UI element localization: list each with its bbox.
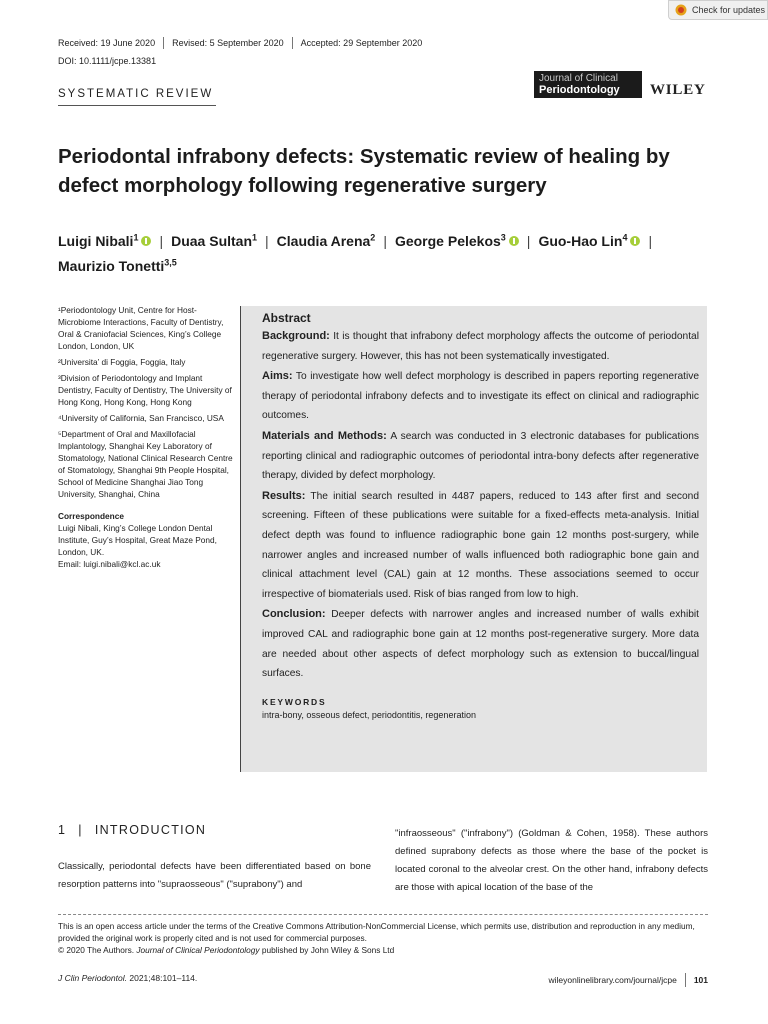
update-badge-icon [675,4,687,16]
journal-abbreviation: J Clin Periodontol. [58,973,127,983]
divider: | [526,232,531,249]
footnote-rule [58,914,708,915]
citation-details: 2021;48:101–114. [129,973,198,983]
affiliation: ⁴University of California, San Francisco, USA [58,413,224,423]
abstract-methods: Materials and Methods: A search was conducted in 3 electronic databases for publications reporting clinical and radiographic outcomes of periodontal intra-bony defects after regenerative therapy, divided by defect morphology. [262,429,699,482]
abstract-heading: Abstract [262,311,311,325]
orcid-icon[interactable] [630,236,640,246]
journal-url[interactable]: wileyonlinelibrary.com/journal/jcpe [548,975,677,985]
correspondence-email[interactable]: Email: luigi.nibali@kcl.ac.uk [58,559,161,569]
affiliation: ⁵Department of Oral and Maxillofacial Implantology, Shanghai Key Laboratory of Stomatology, National Clinical Research Centre of Stomatology, Shanghai 9th People Hospital, School of Medicine Shanghai Jiao Tong University, Shanghai, China [58,429,233,499]
check-for-updates-label: Check for updates [692,5,766,15]
license-text: This is an open access article under the terms of the Creative Commons Attribution-NonCommercial License, which permits use, distribution and reproduction in any medium, provided the original work is properly cited and is not used for commercial purposes. [58,921,695,943]
affiliation: ³Division of Periodontology and Implant Dentistry, Faculty of Dentistry, The University of Hong Kong, Hong Kong, Hong Kong [58,373,232,407]
abstract-results: Results: The initial search resulted in 4487 papers, reduced to 143 after first and second screening. Fifteen of these publications were suitable for a fixed-effects meta-analysis. Initial defect depth was found to influence radiographic bone gain 12 months post-surgery, while narrower angles and increased number of walls influenced both radiographic bone gain and clinical attachment level (CAL) gain at 12 months. These associations seemed to occur irrespective of biomaterials used. Risk of bias ranged from low to high. [262,489,699,600]
article-type: SYSTEMATIC REVIEW [58,88,214,100]
body-text-column-1: Classically, periodontal defects have been differentiated based on bone resorption patterns into "supraosseous" ("suprabony") and [58,861,371,890]
divider [163,37,164,49]
divider [292,37,293,49]
affiliations [58,304,234,570]
correspondence-heading: Correspondence [58,511,124,521]
divider: | [383,232,387,249]
publisher-logo: WILEY [650,82,706,98]
page-number: 101 [693,975,708,985]
revised-date: Revised: 5 September 2020 [172,38,284,48]
journal-logo [534,71,642,98]
section-heading [58,823,206,837]
divider: | [159,232,164,249]
correspondence-text: Luigi Nibali, King’s College London Dental Institute, Guy’s Hospital, Great Maze Pond, London, UK. [58,523,217,557]
article-type-rule [58,105,216,106]
author[interactable]: Luigi Nibali$^1$ [58,232,139,249]
divider: | [265,232,269,249]
abstract-aims: Aims: To investigate how well defect morphology is described in papers reporting regenerative therapy of periodontal infrabony defects and to investigate its effect on clinical and radiographic outcomes. [262,370,699,422]
section-number: 1 [58,823,67,837]
abstract-conclusion: Conclusion: Deeper defects with narrower angles and increased number of walls exhibit improved CAL and radiographic bone gain at 12 months post-regenerative surgery. More data are needed about other aspects of defect morphology such as extension to buccal/lingual surfaces. [262,608,699,680]
check-for-updates-button[interactable] [668,0,768,20]
copyright: © 2020 The Authors. Journal of Clinical Periodontology published by John Wiley & Sons Ltd [58,945,395,955]
keywords: intra-bony, osseous defect, periodontitis, regeneration [262,709,476,720]
author[interactable]: Claudia Arena$^2$ [276,232,376,249]
received-date: Received: 19 June 2020 [58,38,156,48]
author[interactable]: Maurizio Tonetti$^{3,5}$ [58,257,177,275]
abstract-background: Background: It is thought that infrabony defect morphology affects the outcome of periodontal regenerative surgery. However, this has not been systematically investigated. [262,330,699,362]
abstract-box [240,306,707,772]
divider: | [78,823,83,837]
divider: | [648,232,653,249]
section-title: INTRODUCTION [94,823,207,837]
author[interactable]: Guo-Hao Lin$^4$ [538,232,628,249]
author[interactable]: Duaa Sultan$^1$ [171,232,258,249]
orcid-icon[interactable] [141,236,151,246]
journal-logo-line1: Journal of Clinical [539,73,618,84]
submission-dates [58,37,422,49]
article-title: Periodontal infrabony defects: Systematic review of healing by defect morphology following regenerative surgery [58,145,670,197]
author-list [58,226,718,277]
keywords-heading: KEYWORDS [262,696,327,707]
doi-link[interactable]: DOI: 10.1111/jcpe.13381 [58,56,157,66]
accepted-date: Accepted: 29 September 2020 [300,38,423,48]
citation [58,973,197,983]
affiliation: ²Universita’ di Foggia, Foggia, Italy [58,357,186,367]
affiliation: ¹Periodontology Unit, Centre for Host-Microbiome Interactions, Faculty of Dentistry, Oral & Craniofacial Sciences, King’s College London, London, UK [58,305,224,351]
footer-right [548,973,708,987]
body-text-column-2: "infraosseous" ("infrabony") (Goldman & Cohen, 1958). These authors defined suprabony defects as those where the base of the pocket is located coronal to the alveolar crest. On the other hand, infrabony defects are those with apical location of the base of the [395,828,708,893]
author[interactable]: George Pelekos$^3$ [394,232,506,249]
license-note [58,920,710,956]
orcid-icon[interactable] [509,236,519,246]
journal-logo-line2: Periodontology [539,84,620,96]
divider [685,973,686,987]
